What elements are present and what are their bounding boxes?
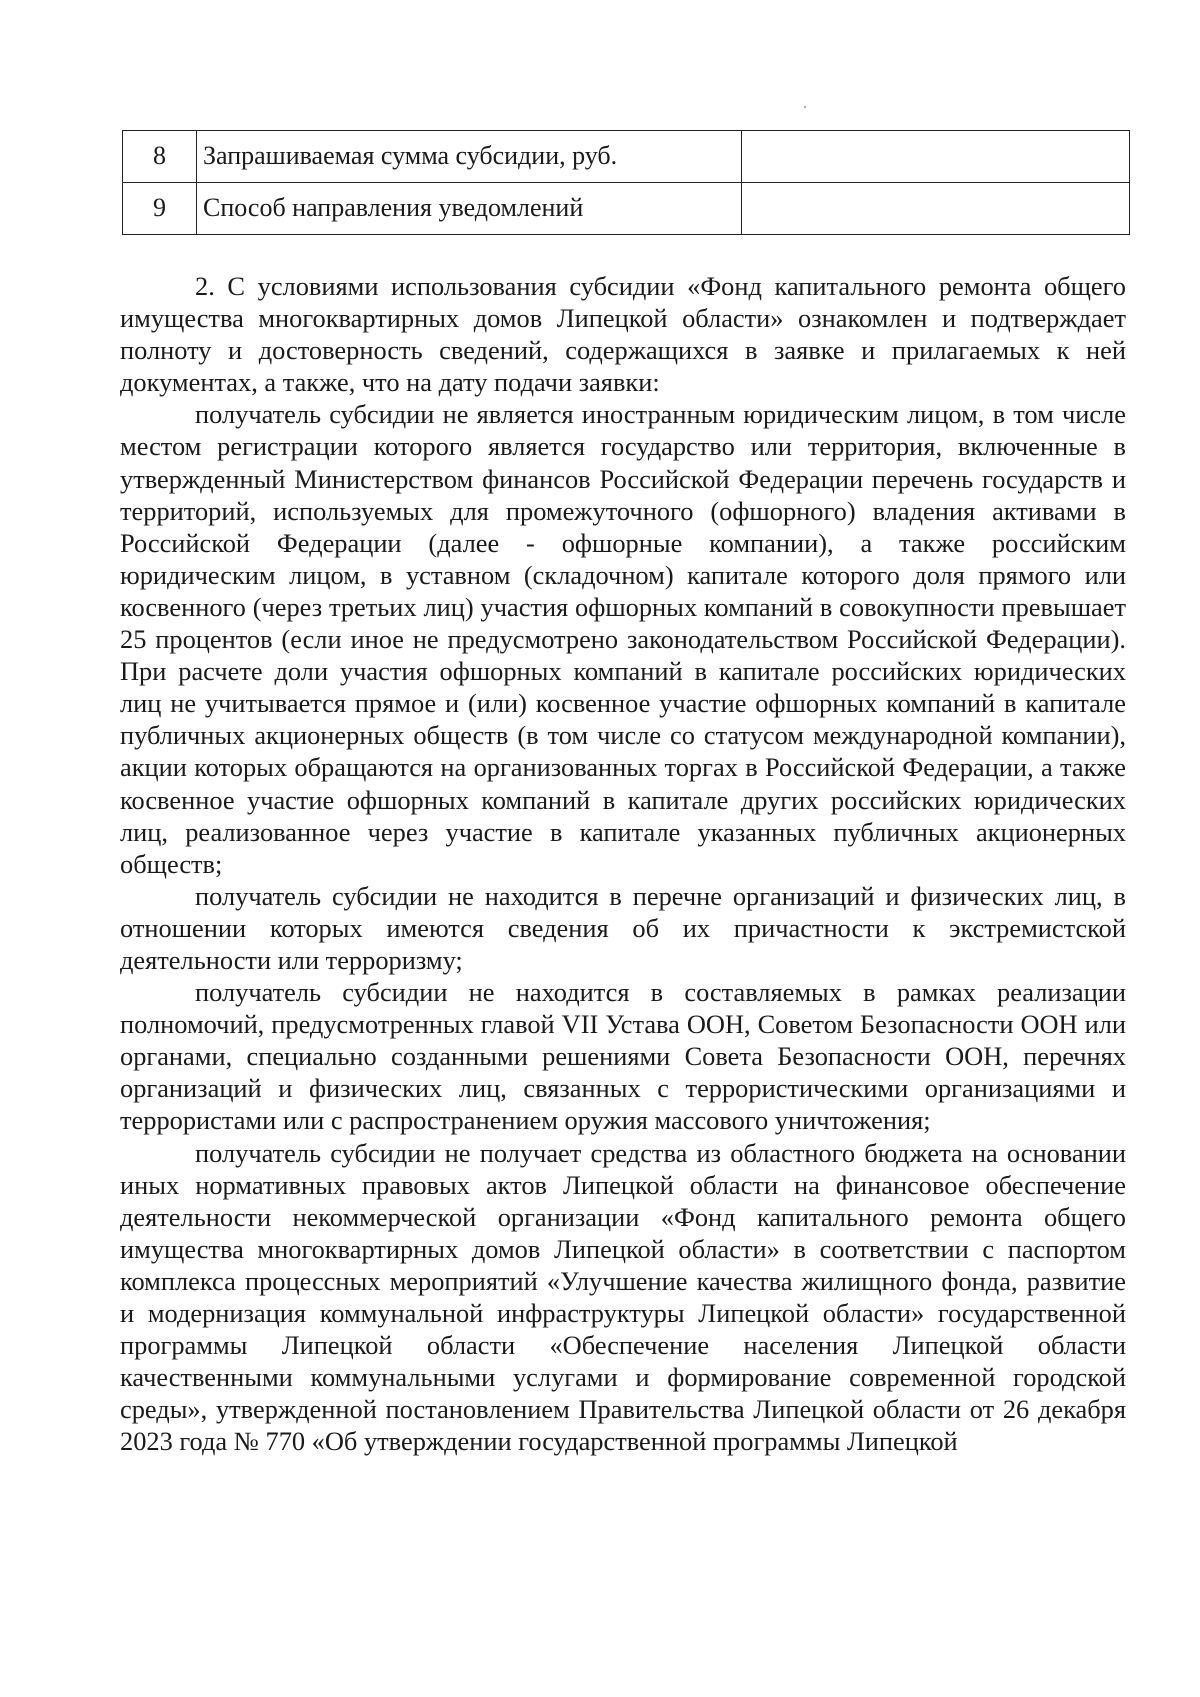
paragraph-conditions: 2. С условиями использования субсидии «Фонд капитального ремонта общего имущества многоквартирных домов Липецкой области» ознакомлен и подтверждает полноту и достоверность сведений, содержащихся в заявке и прилагаемых к ней документах, а также, что на дату подачи заявки: [120,271,1126,398]
application-table [122,130,1130,235]
scan-speck [804,106,806,108]
document-body [120,270,1126,1457]
paragraph-un-lists: получатель субсидии не находится в составляемых в рамках реализации полномочий, предусмотренных главой VII Устава ООН, Советом Безопасности ООН или органами, специально созданными решениями Совета Безопасности ООН, перечнях организаций и физических лиц, связанных с террористическими организациями и террористами или с распространением оружия массового уничтожения; [120,977,1126,1136]
row-value-cell [742,183,1130,235]
row-label: Запрашиваемая сумма субсидии, руб. [197,131,742,183]
row-value-cell [742,131,1130,183]
paragraph-budget: получатель субсидии не получает средства из областного бюджета на основании иных нормативных правовых актов Липецкой области на финансовое обеспечение деятельности некоммерческой организации «Фонд капитального ремонта общего имущества многоквартирных домов Липецкой области» в соответствии с паспортом комплекса процессных мероприятий «Улучшение качества жилищного фонда, развитие и модернизация коммунальной инфраструктуры Липецкой области» государственной программы Липецкой области «Обеспечение населения Липецкой области качественными коммунальными услугами и формирование современной городской среды», утвержденной постановлением Правительства Липецкой области от 26 декабря 2023 года № 770 «Об утверждении государственной программы Липецкой [120,1137,1126,1457]
row-number: 9 [123,183,197,235]
row-number: 8 [123,131,197,183]
table-row [123,183,1130,235]
paragraph-extremism: получатель субсидии не находится в перечне организаций и физических лиц, в отношении которых имеются сведения об их причастности к экстремистской деятельности или терроризму; [120,880,1126,975]
row-label: Способ направления уведомлений [197,183,742,235]
table-row [123,131,1130,183]
paragraph-offshore: получатель субсидии не является иностранным юридическим лицом, в том числе местом регистрации которого является государство или территория, включенные в утвержденный Министерством финансов Российской Федерации перечень государств и территорий, используемых для промежуточного (офшорного) владения активами в Российской Федерации (далее - офшорные компании), а также российским юридическим лицом, в уставном (складочном) капитале которого доля прямого или косвенного (через третьих лиц) участия офшорных компаний в совокупности превышает 25 процентов (если иное не предусмотрено законодательством Российской Федерации). При расчете доли участия офшорных компаний в капитале российских юридических лиц не учитывается прямое и (или) косвенное участие офшорных компаний в капитале публичных акционерных обществ (в том числе со статусом международной компании), акции которых обращаются на организованных торгах в Российской Федерации, а также косвенное участие офшорных компаний в капитале других российских юридических лиц, реализованное через участие в капитале указанных публичных акционерных обществ; [120,399,1126,879]
